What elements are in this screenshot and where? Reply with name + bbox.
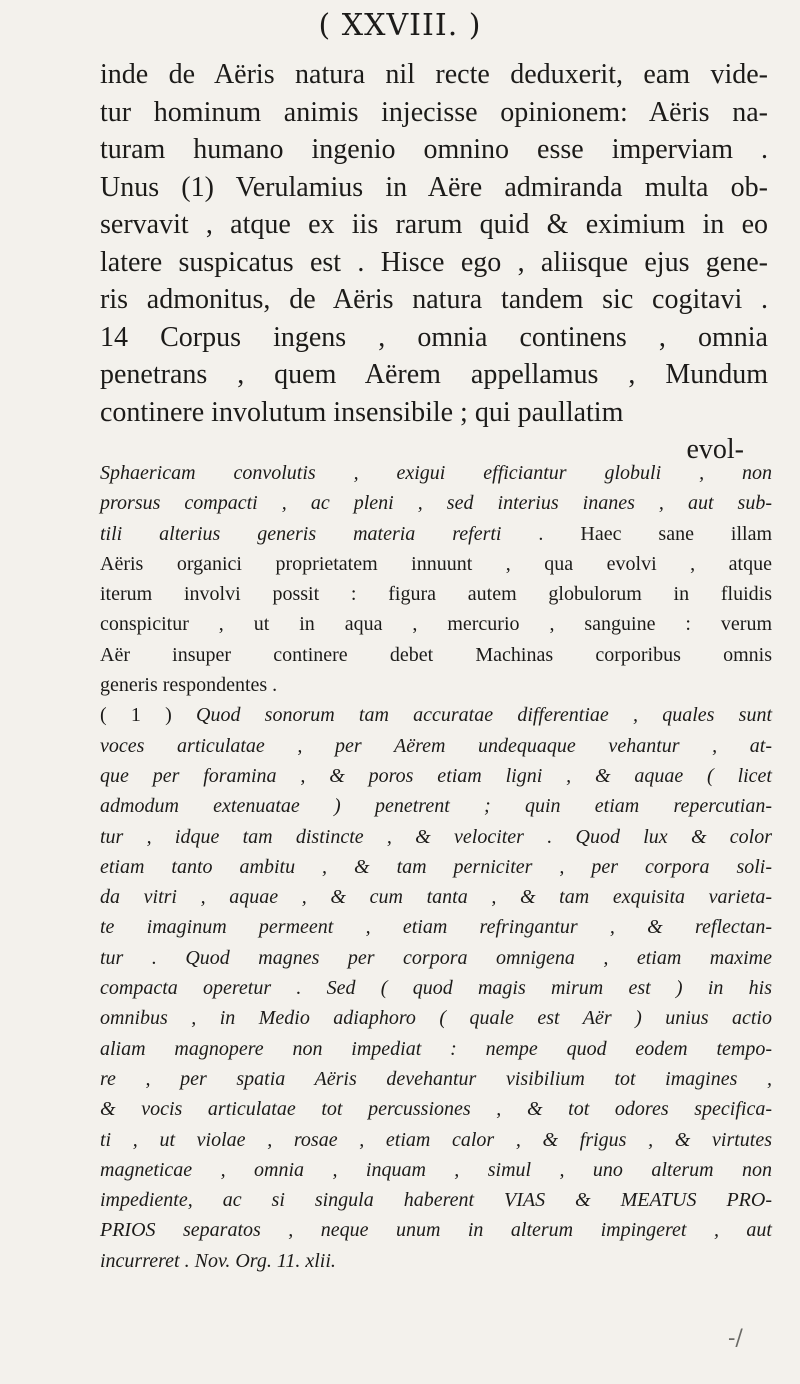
footnote-line: [100, 882, 772, 912]
footnote-segment: impediente, ac si singula haberent VIAS & MEATUS PRO-: [100, 1189, 772, 1212]
footnote-line: [100, 700, 772, 730]
page-number: ( XXVIII. ): [318, 8, 482, 43]
footnote-line: [100, 579, 772, 609]
footnote-segment: voces articulatae , per Aërem undequaque vehantur , at-: [100, 734, 772, 757]
footnote-line: [100, 1094, 772, 1124]
footnote-segment: admodum extenuatae ) penetrent ; quin etiam repercutian-: [100, 795, 772, 818]
footnote-segment: Sphaericam convolutis , exigui efficiantur globuli , non: [100, 462, 772, 484]
footnote-segment: iterum involvi possit : figura autem globulorum in fluidis: [100, 583, 772, 606]
footnote-segment: tur . Quod magnes per corpora omnigena , etiam maxime: [100, 946, 772, 969]
footnote-line: [100, 852, 772, 882]
footnote-line: [100, 1246, 772, 1276]
footnote-line: [100, 640, 772, 670]
footnote-segment: Aëris organici proprietatem innuunt , qua evolvi , atque: [100, 552, 772, 575]
footnote-segment: te imaginum permeent , etiam refringantur , & reflectan-: [100, 916, 772, 939]
footnote-segment: ( 1 ): [100, 704, 196, 727]
footnote-segment: da vitri , aquae , & cum tanta , & tam exquisita varieta-: [100, 886, 772, 909]
footnote-segment: re , per spatia Aëris devehantur visibilium tot imagines ,: [100, 1067, 772, 1090]
footnote-segment: generis respondentes .: [100, 674, 278, 697]
footnote-segment: prorsus compacti , ac pleni , sed interius inanes , aut sub-: [100, 492, 772, 515]
text-line: penetrans , quem Aërem appellamus , Mundum: [100, 359, 768, 390]
main-text: [100, 56, 768, 469]
text-line: latere suspicatus est . Hisce ego , aliisque ejus gene-: [100, 246, 768, 278]
footnote-line: [100, 912, 772, 942]
footnote-line: [100, 973, 772, 1003]
footnote-segment: tili alterius generis materia referti: [100, 522, 502, 545]
footnote-segment: tur , idque tam distincte , & velociter . Quod lux & color: [100, 825, 772, 848]
footnote-line: [100, 519, 772, 549]
footnote-line: [100, 943, 772, 973]
text-line: turam humano ingenio omnino esse imperviam .: [100, 134, 768, 165]
footnote-segment: compacta operetur . Sed ( quod magis mirum est ) in his: [100, 977, 772, 1000]
text-line: Unus (1) Verulamius in Aëre admiranda multa ob-: [100, 171, 768, 203]
text-line: continere involutum insensibile ; qui paullatim: [100, 396, 624, 428]
footnote-line: [100, 1064, 772, 1094]
footnote-segment: conspicitur , ut in aqua , mercurio , sanguine : verum: [100, 613, 772, 636]
footnote-segment: que per foramina , & poros etiam ligni , & aquae ( licet: [100, 764, 772, 787]
footnote-line: [100, 670, 772, 700]
margin-mark: -/: [728, 1326, 743, 1351]
footnote-segment: & vocis articulatae tot percussiones , & tot odores specifica-: [100, 1098, 772, 1121]
footnote-line: [100, 1034, 772, 1064]
footnote-segment: Aër insuper continere debet Machinas corporibus omnis: [100, 643, 772, 666]
catchword: evol-: [686, 434, 744, 465]
footnote-segment: magneticae , omnia , inquam , simul , uno alterum non: [100, 1158, 772, 1181]
footnote-segment: PRIOS separatos , neque unum in alterum impingeret , aut: [100, 1219, 772, 1242]
footnote-segment: etiam tanto ambitu , & tam perniciter , per corpora soli-: [100, 855, 772, 878]
footnote-line: [100, 791, 772, 821]
footnote-line: [100, 822, 772, 852]
footnote-line: [100, 1155, 772, 1185]
footnote-segment: omnibus , in Medio adiaphoro ( quale est Aër ) unius actio: [100, 1007, 772, 1030]
footnote-line: [100, 731, 772, 761]
text-line: ris admonitus, de Aëris natura tandem sic cogitavi .: [100, 284, 768, 315]
text-line: servavit , atque ex iis rarum quid & eximium in eo: [100, 209, 768, 240]
footnote-line: [100, 458, 772, 488]
footnote-line: [100, 1215, 772, 1245]
footnote-segment: aliam magnopere non impediat : nempe quod eodem tempo-: [100, 1037, 772, 1060]
footnote-line: [100, 1125, 772, 1155]
footnote-line: [100, 761, 772, 791]
footnote-line: [100, 488, 772, 518]
text-line: inde de Aëris natura nil recte deduxerit, eam vide-: [100, 59, 768, 90]
footnote-segment: incurreret . Nov. Org. 11. xlii.: [100, 1249, 336, 1272]
footnote-segment: . Haec sane illam: [501, 522, 772, 545]
footnote: [100, 458, 772, 1276]
footnote-segment: Quod sonorum tam accuratae differentiae , quales sunt: [196, 704, 772, 727]
footnote-line: [100, 1185, 772, 1215]
footnote-line: [100, 1003, 772, 1033]
text-line: tur hominum animis injecisse opinionem: Aëris na-: [100, 96, 768, 128]
footnote-line: [100, 609, 772, 639]
text-line: 14 Corpus ingens , omnia continens , omnia: [100, 321, 768, 353]
footnote-line: [100, 549, 772, 579]
footnote-segment: ti , ut violae , rosae , etiam calor , & frigus , & virtutes: [100, 1128, 772, 1151]
